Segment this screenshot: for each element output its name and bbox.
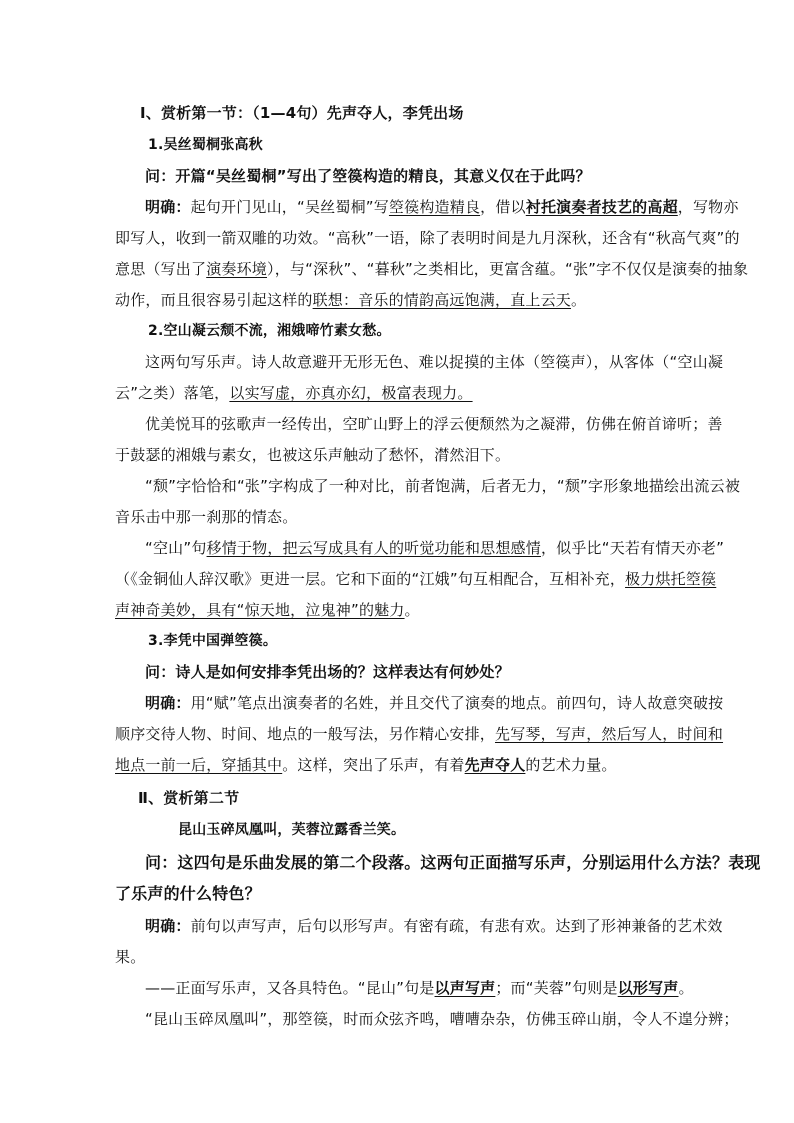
paragraph-6-line-1 xyxy=(145,978,694,998)
text-span: ），与“深秋”、“暮秋”之类相比，更富含蕴。“张”字不仅仅是演奏的抽象 xyxy=(267,260,749,278)
answer-3-line-1 xyxy=(145,916,723,936)
underlined-text: 联想：音乐的情韵高远饱满，直上云天 xyxy=(312,291,572,309)
underlined-text: 以实写虚，亦真亦幻，极富表现力。 xyxy=(229,384,473,402)
text-span: ——正面写乐声，又各具特色。“昆山”句是 xyxy=(145,979,435,997)
text-span: 。 xyxy=(678,979,694,997)
text-span: 顺序交待人物、时间、地点的一般写法，另作精心安排， xyxy=(115,725,496,743)
answer-1-line-4 xyxy=(115,290,586,310)
underlined-text: 移情于物，把云写成具有人的听觉功能和思想感情 xyxy=(206,539,541,557)
text-span: “空山”句 xyxy=(145,539,207,557)
underlined-text: 以声写声 xyxy=(434,979,496,997)
answer-1-line-3 xyxy=(115,259,748,279)
text-span: 云”之类）落笔， xyxy=(115,384,230,402)
text-span: 动作，而且很容易引起这样的 xyxy=(115,291,313,309)
underlined-text: 声神奇美妙，具有“惊天地，泣鬼神”的魅力 xyxy=(115,601,405,619)
text-span: 。 xyxy=(571,291,587,309)
paragraph-5-line-2 xyxy=(115,569,716,589)
question-3-line-2: 了乐声的什么特色？ xyxy=(115,884,261,903)
answer-2-line-1 xyxy=(145,693,723,713)
answer-1-line-1 xyxy=(145,197,739,217)
section-1-title: Ⅰ、赏析第一节：（1—4句）先声夺人，李凭出场 xyxy=(140,104,464,122)
paragraph-2-line-1: 这两句写乐声。诗人故意避开无形无色、难以捉摸的主体（箜篌声），从客体（“空山凝 xyxy=(145,353,724,371)
text-span: ；而“芙蓉”句则是 xyxy=(495,979,618,997)
paragraph-7-line-1: “昆山玉碎凤凰叫”，那箜篌，时而众弦齐鸣，嘈嘈杂杂，仿佛玉碎山崩，令人不遑分辨； xyxy=(145,1010,739,1028)
underlined-text: 以形写声 xyxy=(617,979,679,997)
paragraph-3-line-1: 优美悦耳的弦歌声一经传出，空旷山野上的浮云便颓然为之凝滞，仿佛在俯首谛听；善 xyxy=(145,415,723,433)
paragraph-2-line-2 xyxy=(115,383,473,403)
answer-3-line-2: 果。 xyxy=(115,948,146,966)
paragraph-4-line-2: 音乐击中那一刹那的情态。 xyxy=(115,508,298,526)
section-2-verse: 昆山玉碎凤凰叫，芙蓉泣露香兰笑。 xyxy=(178,822,406,838)
underlined-text: 先声夺人 xyxy=(464,756,526,774)
text-span: ，借以 xyxy=(480,198,526,216)
section-1-subheading-2: 2.空山凝云颓不流，湘娥啼竹素女愁。 xyxy=(148,323,391,339)
text-span: 。 xyxy=(404,601,420,619)
answer-1-line-2: 即写人，收到一箭双雕的功效。“高秋”一语，除了表明时间是九月深秋，还含有“秋高气爽”的 xyxy=(115,229,740,247)
answer-label: 明确： xyxy=(145,694,191,712)
paragraph-5-line-1 xyxy=(145,538,724,558)
underlined-text: 极力烘托箜篌 xyxy=(625,570,717,588)
text-span: 的艺术力量。 xyxy=(525,756,617,774)
text-span: 。这样，突出了乐声，有着 xyxy=(282,756,465,774)
underlined-text: 箜篌构造精良 xyxy=(388,198,481,216)
answer-2-line-2 xyxy=(115,724,723,744)
answer-2-line-3 xyxy=(115,755,617,775)
paragraph-4-line-1: “颓”字恰恰和“张”字构成了一种对比，前者饱满，后者无力，“颓”字形象地描绘出流云被 xyxy=(145,477,741,495)
paragraph-5-line-3 xyxy=(115,600,420,620)
text-span: ，似乎比“天若有情天亦老” xyxy=(540,539,725,557)
text-span: 起句开门见山，“吴丝蜀桐”写 xyxy=(190,198,389,216)
answer-label: 明确： xyxy=(145,198,191,216)
underlined-text: 先写琴，写声，然后写人，时间和 xyxy=(495,725,724,743)
section-2-title: Ⅱ、赏析第二节 xyxy=(138,789,240,807)
answer-label: 明确： xyxy=(145,917,191,935)
question-1: 问：开篇“吴丝蜀桐”写出了箜篌构造的精良，其意义仅在于此吗？ xyxy=(145,167,591,185)
text-span: （《金铜仙人辞汉歌》更进一层。它和下面的“江娥”句互相配合，互相补充， xyxy=(115,570,626,588)
underlined-text: 衬托演奏者技艺的高超 xyxy=(525,198,678,216)
section-1-subheading-3: 3.李凭中国弹箜篌。 xyxy=(148,633,278,649)
question-2: 问：诗人是如何安排李凭出场的？这样表达有何妙处？ xyxy=(145,663,510,681)
question-3-line-1: 问：这四句是乐曲发展的第二个段落。这两句正面描写乐声，分别运用什么方法？表现 xyxy=(145,853,761,872)
underlined-text: 演奏环境 xyxy=(206,260,268,278)
text-span: ，写物亦 xyxy=(677,198,739,216)
underlined-text: 地点一前一后，穿插其中 xyxy=(115,756,283,774)
section-1-subheading-1: 1.吴丝蜀桐张高秋 xyxy=(148,137,263,153)
text-span: 用“赋”笔点出演奏者的名姓，并且交代了演奏的地点。前四句，诗人故意突破按 xyxy=(190,694,724,712)
text-span: 意思（写出了 xyxy=(115,260,207,278)
text-span: 前句以声写声，后句以形写声。有密有疏，有悲有欢。达到了形神兼备的艺术效 xyxy=(190,917,723,935)
paragraph-3-line-2: 于鼓瑟的湘娥与素女，也被这乐声触动了愁怀，潸然泪下。 xyxy=(115,446,511,464)
